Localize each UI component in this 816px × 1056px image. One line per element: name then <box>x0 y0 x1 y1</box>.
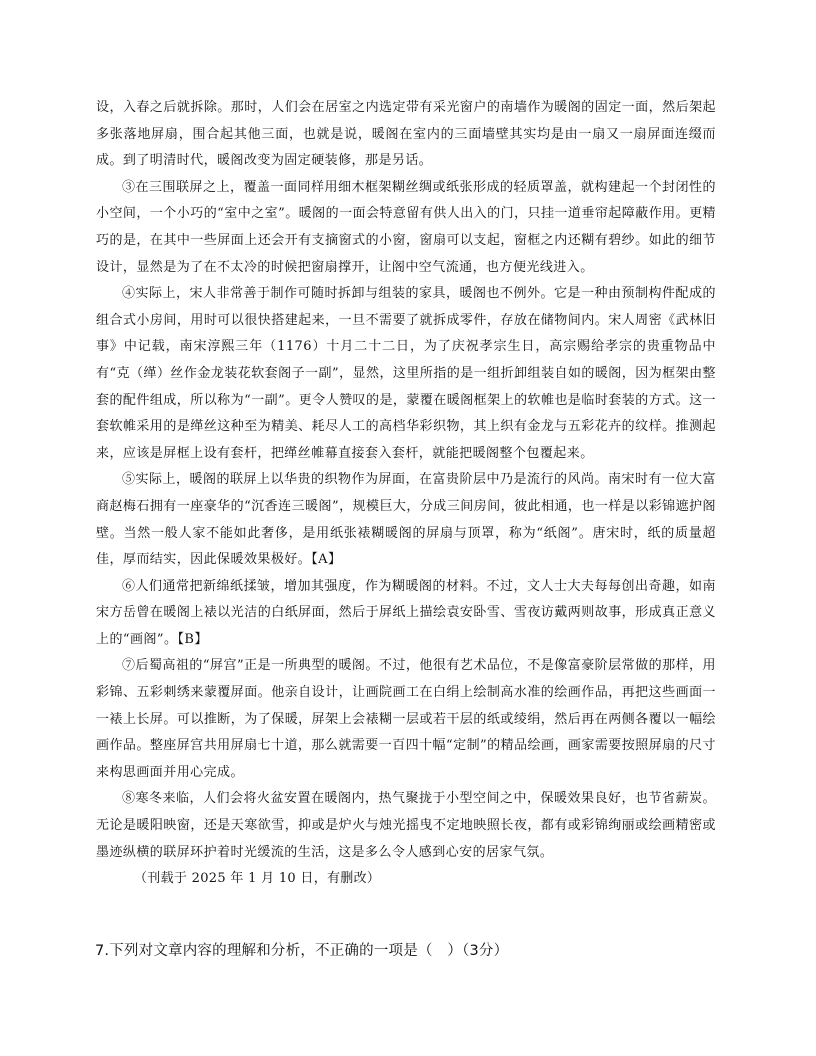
paragraph-8: ⑧寒冬来临，人们会将火盆安置在暖阁内，热气聚拢于小型空间之中，保暖效果良好，也节省薪炭。无论是暖阳映窗，还是天寒欲雪，抑或是炉火与烛光摇曳不定地映照长夜，都有或彩锦绚丽或绘画精密或墨迹纵横的联屏环护着时光缓流的生活，这是多么令人感到心安的居家气氛。 <box>96 791 716 860</box>
paragraph-7: ⑦后蜀高祖的“屏宫”正是一所典型的暖阁。不过，他很有艺术品位，不是像富豪阶层常做的那样，用彩锦、五彩刺绣来蒙覆屏面。他亲自设计，让画院画工在白绢上绘制高水准的绘画作品，再把这些画面一一裱上长屏。可以推断，为了保暖，屏架上会裱糊一层或若干层的纸或绫绢，然后再在两侧各覆以一幅绘画作品。整座屏宫共用屏扇七十道，那么就需要一百四十幅“定制”的精品绘画，画家需要按照屏扇的尺寸来构思画面并用心完成。 <box>96 658 716 780</box>
question-7: 7.下列对文章内容的理解和分析，不正确的一项是（ ）（3分） <box>95 943 509 959</box>
paragraph-3: ③在三围联屏之上，覆盖一面同样用细木框架糊丝绸或纸张形成的轻质罩盖，就构建起一个封闭性的小空间，一个小巧的“室中之室”。暖阁的一面会特意留有供人出入的门，只挂一道垂帘起障蔽作用。更精巧的是，在其中一些屏面上还会开有支摘窗式的小窗，窗扇可以支起，窗框之内还糊有碧纱。如此的细节设计，显然是为了在不太冷的时候把窗扇撑开，让阁中空气流通，也方便光线进入。 <box>96 179 716 275</box>
paragraph-5: ⑤实际上，暖阁的联屏上以华贵的织物作为屏面，在富贵阶层中乃是流行的风尚。南宋时有一位大富商赵梅石拥有一座豪华的“沉香连三暖阁”，规模巨大，分成三间房间，彼此相通，也一样是以彩锦遮护阁壁。当然一般人家不能如此奢侈，是用纸张裱糊暖阁的屏扇与顶罩，称为“纸阁”。唐宋时，纸的质量超佳，厚而结实，因此保暖效果极好。【A】 <box>96 472 716 568</box>
source-note: （刊载于 2025 年 1 月 10 日，有删改） <box>134 871 381 887</box>
paragraph-continued: 设，入春之后就拆除。那时，人们会在居室之内选定带有采光窗户的南墙作为暖阁的固定一面，然后架起多张落地屏扇，围合起其他三面，也就是说，暖阁在室内的三面墙壁其实均是由一扇又一扇屏面连缀而成。到了明清时代，暖阁改变为固定硬装修，那是另话。 <box>96 100 716 169</box>
article-body <box>96 95 716 893</box>
paragraph-6: ⑥人们通常把新绵纸揉皱，增加其强度，作为糊暖阁的材料。不过，文人士大夫每每创出奇趣，如南宋方岳曾在暖阁上裱以光洁的白纸屏面，然后于屏纸上描绘袁安卧雪、雪夜访戴两则故事，形成真正意义上的“画阁”。【B】 <box>96 578 716 647</box>
paragraph-4: ④实际上，宋人非常善于制作可随时拆卸与组装的家具，暖阁也不例外。它是一种由预制构件配成的组合式小房间，用时可以很快搭建起来，一旦不需要了就拆成零件，存放在储物间内。宋人周密《武林旧事》中记载，南宋淳熙三年（1176）十月二十二日，为了庆祝孝宗生日，高宗赐给孝宗的贵重物品中有“克（缂）丝作金龙装花软套阁子一副”，显然，这里所指的是一组折卸组装自如的暖阁，因为框架由整套的配件组成，所以称为“一副”。更令人赞叹的是，蒙覆在暖阁框架上的软帷也是临时套装的方式。这一套软帷采用的是缂丝这种至为精美、耗尽人工的高档华彩织物，其上织有金龙与五彩花卉的纹样。推测起来，应该是屏框上设有套杆，把缂丝帷幕直接套入套杆，就能把暖阁整个包覆起来。 <box>96 286 716 461</box>
